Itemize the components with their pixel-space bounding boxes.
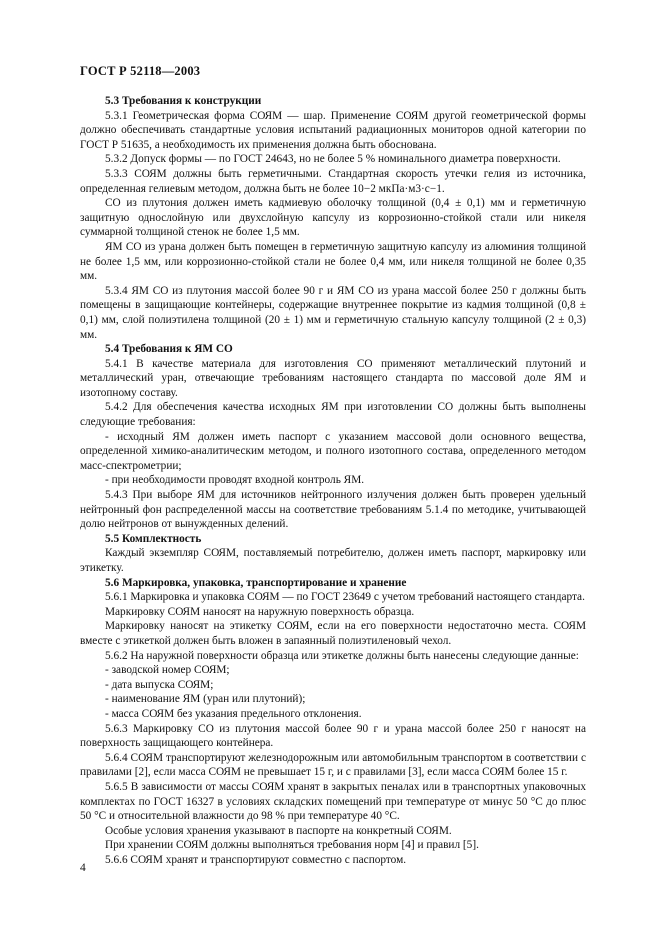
paragraph: 5.6.5 В зависимости от массы СОЯМ хранят в закрытых пеналах или в транспортных упаковочных комплектах по ГОСТ 16327 в условиях складских помещений при температуре от минус 50 °С до плюс 50 °С и относительной влажности до 98 % при температуре 40 °С. [80, 780, 586, 823]
paragraph: СО из плутония должен иметь кадмиевую оболочку толщиной (0,4 ± 0,1) мм и герметичную защитную однослойную или двухслойную капсулу из коррозионно-стойкой стали или никеля суммарной толщиной стенок не более 1,5 мм. [80, 197, 586, 239]
section-heading: 5.5 Комплектность [105, 532, 202, 545]
paragraph: 5.3.3 СОЯМ должны быть герметичными. Стандартная скорость утечки гелия из источника, определенная гелиевым методом, должна быть не более 10−2 мкПа·м3·с−1. [80, 167, 586, 195]
list-item: - наименование ЯМ (уран или плутоний); [105, 693, 306, 706]
paragraph: Каждый экземпляр СОЯМ, поставляемый потребителю, должен иметь паспорт, маркировку или этикетку. [80, 547, 586, 574]
paragraph: ЯМ СО из урана должен быть помещен в герметичную защитную капсулу из алюминия толщиной не более 1,5 мм, или коррозионно-стойкой стали не более 0,4 мм, или никеля толщиной не более 0,35 мм. [80, 240, 586, 283]
paragraph: 5.3.4 ЯМ СО из плутония массой более 90 г и ЯМ СО из урана массой более 250 г должны быть помещены в защищающие контейнеры, содержащие внутреннее покрытие из кадмия толщиной (0,8 ± 0,1) мм, слой полиэтилена толщиной (20 ± 1) мм и герметичную стальную капсулу толщиной (2 ± 0,3) мм. [80, 284, 586, 341]
paragraph: 5.6.1 Маркировка и упаковка СОЯМ — по ГОСТ 23649 с учетом требований настоящего стандарта. [105, 591, 585, 604]
section-heading: 5.3 Требования к конструкции [105, 95, 262, 107]
list-item: - дата выпуска СОЯМ; [105, 678, 214, 691]
paragraph: 5.6.3 Маркировку СО из плутония массой более 90 г и урана массой более 250 г наносят на поверхность защищающего контейнера. [80, 722, 586, 750]
document-body [80, 94, 586, 867]
page-number: 4 [80, 862, 86, 874]
section-heading: 5.6 Маркировка, упаковка, транспортирование и хранение [105, 576, 407, 589]
section-heading: 5.4 Требования к ЯМ СО [105, 343, 233, 356]
page-header: ГОСТ Р 52118—2003 [80, 64, 201, 78]
paragraph: 5.3.1 Геометрическая форма СОЯМ — шар. Применение СОЯМ другой геометрической формы должно обеспечивать стандартные условия испытаний радиационных мониторов одной категории по ГОСТ Р 51635, а необходимость их применения должна быть обоснована. [80, 109, 586, 151]
paragraph: 5.4.3 При выборе ЯМ для источников нейтронного излучения должен быть проверен удельный нейтронный фон распределенной массы на соответствие требованиям 5.1.4 по методике, учитывающей долю нейтронов от вынужденных делений. [80, 489, 586, 531]
paragraph: Маркировку СОЯМ наносят на наружную поверхность образца. [105, 605, 415, 618]
paragraph: При хранении СОЯМ должны выполняться требования норм [4] и правил [5]. [105, 839, 479, 852]
paragraph: - исходный ЯМ должен иметь паспорт с указанием массовой доли основного вещества, определенной химико-аналитическим методом, и полного изотопного состава, определенного методом масс-спектрометрии; [80, 430, 586, 472]
paragraph: Маркировку наносят на этикетку СОЯМ, если на его поверхности недостаточно места. СОЯМ вместе с этикеткой должен быть вложен в запаянный полиэтиленовый чехол. [80, 620, 586, 647]
paragraph: 5.3.2 Допуск формы — по ГОСТ 24643, но не более 5 % номинального диаметра поверхности. [105, 153, 561, 166]
paragraph: 5.6.4 СОЯМ транспортируют железнодорожным или автомобильным транспортом в соответствии с правилами [2], если масса СОЯМ не превышает 15 г, и с правилами [3], если масса СОЯМ более 15 г. [80, 751, 586, 779]
paragraph: - при необходимости проводят входной контроль ЯМ. [105, 474, 365, 487]
list-item: - заводской номер СОЯМ; [105, 664, 230, 677]
list-item: - масса СОЯМ без указания предельного отклонения. [105, 707, 362, 720]
paragraph: 5.6.6 СОЯМ хранят и транспортируют совместно с паспортом. [105, 853, 407, 866]
paragraph: Особые условия хранения указывают в паспорте на конкретный СОЯМ. [105, 824, 452, 837]
paragraph: 5.4.2 Для обеспечения качества исходных ЯМ при изготовлении СО должны быть выполнены следующие требования: [80, 401, 586, 429]
paragraph: 5.4.1 В качестве материала для изготовления СО применяют металлический плутоний и металлический уран, отвечающие требованиям настоящего стандарта по массовой доле ЯМ и изотопному составу. [80, 357, 586, 399]
paragraph: 5.6.2 На наружной поверхности образца или этикетке должны быть нанесены следующие данные: [105, 649, 579, 662]
